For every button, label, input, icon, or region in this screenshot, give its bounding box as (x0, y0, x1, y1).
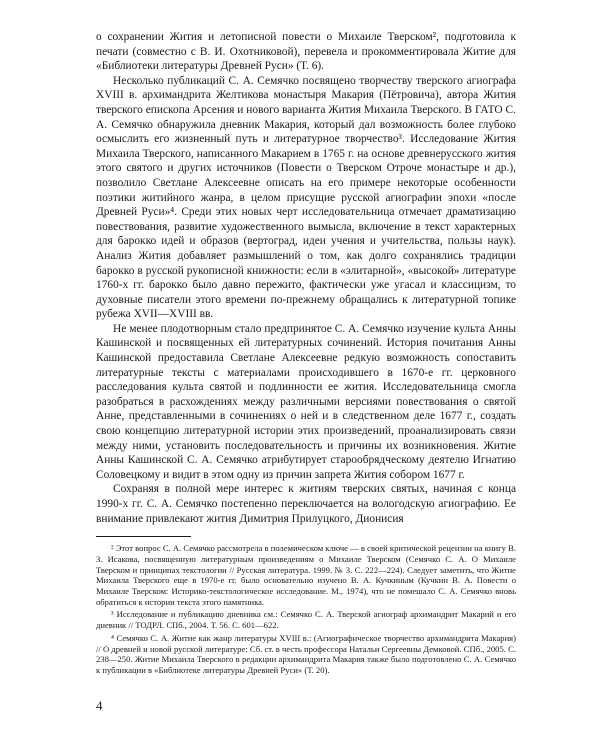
paragraph-2: Несколько публикаций С. А. Семячко посвящено творчеству тверского агиографа XVIII в. архимандрита Желтикова монастыря Макария (Пётровича), автора Жития тверского епископа Арсения и нового варианта Жития Михаила Тверского. В ГАТО С. А. Семячко обнаружила дневник Макария, который дал возможность более глубоко осмыслить его жизненный путь и литературное творчество³. Исследование Жития Михаила Тверского, написанного Макарием в 1765 г. на основе древнерусского жития этого святого и других источников (Повести о Тверском Отроче монастыре и др.), позволило Светлане Алексеевне описать на его примере некоторые особенности поэтики житийного жанра, в целом присущие русской агиографии эпохи «после Древней Руси»⁴. Среди этих новых черт исследовательница отмечает драматизацию повествования, развитие художественного вымысла, включение в текст характерных для барокко идей и образов (вертоград, идеи учения и учительства, пользы наук). Анализ Жития добавляет размышлений о том, как долго сохранялись традиции барокко в русской рукописной книжности: если в «элитарной», «высокой» литературе 1760-х гг. барокко было давно пережито, фактически уже угасал и классицизм, то духовные писатели этого времени по-прежнему обращались к литературной топике рубежа XVII—XVIII вв. (96, 74, 516, 321)
footnote-3: ³ Исследование и публикацию дневника см.: Семячко С. А. Тверской агиограф архимандрит Макарий и его дневник // ТОДРЛ. СПб., 2004. Т. 56. С. 601—622. (96, 609, 516, 631)
footnote-2: ² Этот вопрос С. А. Семячко рассмотрела в полемическом ключе — в своей критической рецензии на книгу В. З. Исакова, посвященную литературным произведениям о Михаиле Тверском (Семячко С. А. О Михаиле Тверском и принципах текстологии // Русская литература. 1999. № 3. С. 222—224). Следует заметить, что Житие Михаила Тверского еще в 1970-е гг. было основательно изучено В. А. Кучкиным (Кучкин В. А. Повести о Михаиле Тверском: Историко-текстологическое исследование. М., 1974), что не помешало С. А. Семячко вновь обратиться к истории текста этого памятника. (96, 543, 516, 607)
footnote-4: ⁴ Семячко С. А. Житие как жанр литературы XVIII в.: (Агиографическое творчество архимандрита Макария) // О древней и новой русской литературе: Сб. ст. в честь профессора Натальи Сергеевны Демковой. СПб., 2005. С. 238—250. Житие Михаила Тверского в редакции архимандрита Макария также было подготовлено С. А. Семячко к публикации в «Библиотеке литературы Древней Руси» (Т. 20). (96, 632, 516, 675)
footnote-separator (96, 536, 191, 537)
page-number: 4 (96, 698, 103, 713)
paragraph-1: о сохранении Жития и летописной повести о Михаиле Тверском², подготовила к печати (совместно с В. И. Охотниковой), перевела и прокомментировала Житие для «Библиотеки литературы Древней Руси» (Т. 6). (96, 31, 516, 73)
main-text (96, 30, 516, 526)
footnotes (96, 543, 516, 675)
page-content (96, 30, 516, 676)
paragraph-3: Не менее плодотворным стало предпринятое С. А. Семячко изучение культа Анны Кашинской и посвященных ей литературных сочинений. История почитания Анны Кашинской предоставила Светлане Алексеевне редкую возможность сопоставить литературные тексты с материалами происходившего в 1670-е гг. церковного расследования культа святой и подлинности ее жития. Исследовательница смогла разобраться в расхождениях между различными версиями повествования о святой Анне, представленными в сочинениях о ней и в следственном деле 1677 г., создать свою концепцию литературной истории этих произведений, проанализировать связи между ними, установить последовательность и причины их возникновения. Житие Анны Кашинской С. А. Семячко атрибутирует старообрядческому деятелю Игнатию Соловецкому и видит в этом одну из причин запрета Жития собором 1677 г. (96, 322, 516, 481)
paragraph-4: Сохраняя в полной мере интерес к житиям тверских святых, начиная с конца 1990-х гг. С. А. Семячко постепенно переключается на вологодскую агиографию. Ее внимание привлекают жития Димитрия Прилуцкого, Дионисия (96, 483, 516, 525)
